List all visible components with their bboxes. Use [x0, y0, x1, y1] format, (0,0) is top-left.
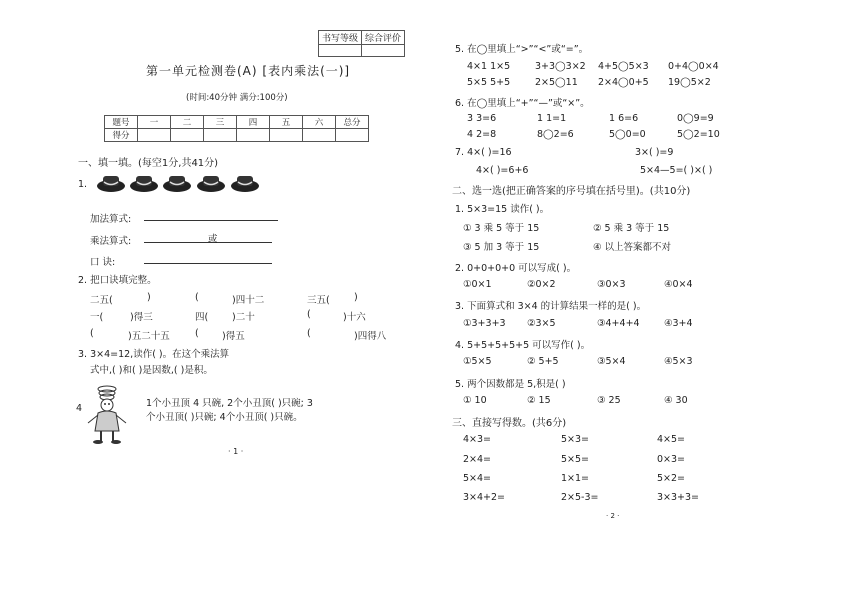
s2-option[interactable]: ②0×2	[527, 279, 556, 290]
q6-text: 6. 在◯里填上“+”“—”或“×”。	[455, 98, 590, 109]
q2-item: (	[90, 328, 94, 339]
score-table	[104, 115, 369, 142]
page-number-left: · 1 ·	[228, 447, 244, 456]
section-3-heading: 三、直接写得数。(共6分)	[452, 418, 567, 429]
q2-item: )得五	[222, 331, 245, 342]
q5-item: 2×5◯11	[535, 77, 578, 88]
score-cell[interactable]	[204, 129, 237, 142]
calc-item: 2×5-3=	[561, 492, 599, 503]
q1-rhyme-blank[interactable]	[144, 263, 272, 264]
q5-item: 4×1 1×5	[467, 61, 511, 72]
q1-rhyme-label: 口 诀:	[90, 257, 116, 268]
q3-line-2: 式中,( )和( )是因数,( )是积。	[90, 365, 213, 376]
q2-item: )	[147, 292, 151, 303]
calc-item: 5×4=	[463, 473, 492, 484]
q2-item: 二五(	[90, 295, 113, 306]
grade-cell-overall: 综合评价	[362, 31, 405, 45]
score-cell[interactable]	[138, 129, 171, 142]
hat-icon	[97, 176, 125, 192]
calc-item: 0×3=	[657, 454, 686, 465]
q2-item: 三五(	[307, 295, 330, 306]
s2-option[interactable]: ④0×4	[664, 279, 693, 290]
s4-option[interactable]: ② 5+5	[527, 356, 559, 367]
q5-item: 4+5◯5×3	[598, 61, 649, 72]
q1-addition-label: 加法算式:	[90, 214, 132, 225]
q2-item: )五二十五	[128, 331, 170, 342]
s5-option[interactable]: ② 15	[527, 395, 551, 406]
s3-option[interactable]: ①3+3+3	[463, 318, 506, 329]
s4-question: 4. 5+5+5+5+5 可以写作( )。	[455, 340, 591, 351]
score-head: 五	[270, 116, 303, 129]
score-cell[interactable]	[237, 129, 270, 142]
calc-item: 3×4+2=	[463, 492, 506, 503]
s5-option[interactable]: ③ 25	[597, 395, 621, 406]
section-1-heading: 一、填一填。(每空1分,共41分)	[78, 158, 219, 169]
q4-line-2: 个小丑顶( )只碗; 4个小丑顶( )只碗。	[146, 412, 303, 423]
q5-item: 0+4◯0×4	[668, 61, 719, 72]
q5-text: 5. 在◯里填上“>”“<”或“=”。	[455, 44, 589, 55]
score-label: 得分	[105, 129, 138, 142]
score-head: 题号	[105, 116, 138, 129]
s5-question: 5. 两个因数都是 5,积是( )	[455, 379, 566, 390]
s4-option[interactable]: ③5×4	[597, 356, 626, 367]
s2-question: 2. 0+0+0+0 可以写成( )。	[455, 263, 577, 274]
s1-option-1[interactable]: ① 3 乘 5 等于 15	[463, 223, 540, 234]
q6-item: 0◯9=9	[677, 113, 714, 124]
q2-item: )十六	[343, 312, 366, 323]
calc-item: 5×5=	[561, 454, 590, 465]
q6-item: 4 2=8	[467, 129, 497, 140]
calc-item: 5×3=	[561, 434, 590, 445]
s1-option-3[interactable]: ③ 5 加 3 等于 15	[463, 242, 540, 253]
q2-text: 2. 把口诀填完整。	[78, 275, 157, 286]
section-2-heading: 二、选一选(把正确答案的序号填在括号里)。(共10分)	[452, 186, 691, 197]
q7-d: 5×4—5=( )×( )	[640, 165, 713, 176]
hat-icon	[163, 176, 191, 192]
grade-cell-empty[interactable]	[319, 45, 362, 57]
grade-cell-writing: 书写等级	[319, 31, 362, 45]
q6-item: 1 6=6	[609, 113, 639, 124]
s2-option[interactable]: ①0×1	[463, 279, 492, 290]
q5-item: 3+3◯3×2	[535, 61, 586, 72]
q2-item: (	[307, 309, 311, 320]
q4-line-1: 1个小丑顶 4 只碗, 2个小丑顶( )只碗; 3	[146, 398, 313, 409]
hat-icon	[197, 176, 225, 192]
score-head: 六	[303, 116, 336, 129]
s3-option[interactable]: ③4+4+4	[597, 318, 640, 329]
page-subtitle: (时间:40分钟 满分:100分)	[186, 93, 288, 103]
s4-option[interactable]: ①5×5	[463, 356, 492, 367]
q1-or-text: 或	[208, 234, 218, 245]
calc-item: 3×3+3=	[657, 492, 700, 503]
score-cell[interactable]	[171, 129, 204, 142]
calc-item: 1×1=	[561, 473, 590, 484]
q1-addition-blank[interactable]	[144, 220, 278, 221]
score-head: 总分	[336, 116, 369, 129]
grade-cell-empty[interactable]	[362, 45, 405, 57]
grade-table	[318, 30, 405, 57]
score-cell[interactable]	[270, 129, 303, 142]
s1-option-2[interactable]: ② 5 乘 3 等于 15	[593, 223, 670, 234]
q5-item: 5×5 5+5	[467, 77, 511, 88]
q2-item: )得三	[130, 312, 153, 323]
clown-illustration	[84, 383, 130, 445]
s5-option[interactable]: ④ 30	[664, 395, 688, 406]
q1-number: 1.	[78, 179, 88, 190]
score-cell[interactable]	[336, 129, 369, 142]
hat-icon	[130, 176, 158, 192]
s4-option[interactable]: ④5×3	[664, 356, 693, 367]
q2-item: )二十	[232, 312, 255, 323]
q6-item: 5◯0=0	[609, 129, 646, 140]
s2-option[interactable]: ③0×3	[597, 279, 626, 290]
s1-option-4[interactable]: ④ 以上答案都不对	[593, 242, 672, 253]
q2-item: 四(	[195, 312, 209, 323]
score-head: 一	[138, 116, 171, 129]
calc-item: 4×3=	[463, 434, 492, 445]
score-head: 三	[204, 116, 237, 129]
score-cell[interactable]	[303, 129, 336, 142]
q2-item: )四十二	[232, 295, 265, 306]
calc-item: 5×2=	[657, 473, 686, 484]
score-head: 二	[171, 116, 204, 129]
calc-item: 4×5=	[657, 434, 686, 445]
q2-item: (	[195, 328, 199, 339]
q2-item: (	[195, 292, 199, 303]
s3-question: 3. 下面算式和 3×4 的计算结果一样的是( )。	[455, 301, 647, 312]
q4-number: 4	[76, 403, 83, 414]
q6-item: 5◯2=10	[677, 129, 720, 140]
q2-item: )四得八	[354, 331, 387, 342]
s3-option[interactable]: ②3×5	[527, 318, 556, 329]
s1-question: 1. 5×3=15 读作( )。	[455, 204, 550, 215]
q3-line-1: 3. 3×4=12,读作( )。在这个乘法算	[78, 349, 230, 360]
q5-item: 19◯5×2	[668, 77, 711, 88]
calc-item: 2×4=	[463, 454, 492, 465]
hats-illustration	[96, 172, 268, 194]
q2-item: )	[354, 292, 358, 303]
q7-a: 7. 4×( )=16	[455, 147, 512, 158]
page-number-right: · 2 ·	[606, 512, 620, 520]
q2-item: (	[307, 328, 311, 339]
s3-option[interactable]: ④3+4	[664, 318, 693, 329]
s5-option[interactable]: ① 10	[463, 395, 487, 406]
score-head: 四	[237, 116, 270, 129]
q7-c: 4×( )=6+6	[476, 165, 529, 176]
q7-b: 3×( )=9	[635, 147, 674, 158]
page-title: 第一单元检测卷(A) [表内乘法(一)]	[146, 64, 351, 78]
q6-item: 3 3=6	[467, 113, 497, 124]
hat-icon	[231, 176, 259, 192]
q1-multiplication-label: 乘法算式:	[90, 236, 132, 247]
q5-item: 2×4◯0+5	[598, 77, 649, 88]
q6-item: 1 1=1	[537, 113, 567, 124]
q2-item: 一(	[90, 312, 104, 323]
q6-item: 8◯2=6	[537, 129, 574, 140]
